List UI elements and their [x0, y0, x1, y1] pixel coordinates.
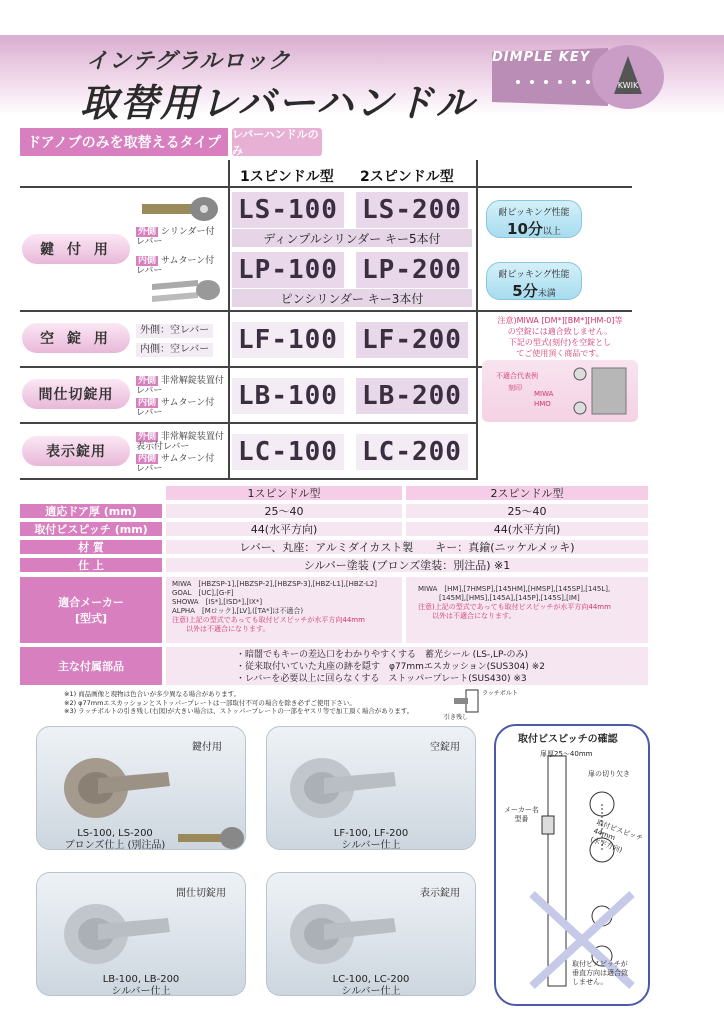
diagram-label: 不適合代表例	[496, 372, 538, 380]
outer-side-label: 外側 非常解錠装置付 レバー	[136, 376, 224, 396]
table-divider	[20, 478, 478, 480]
svg-text:KWIK: KWIK	[617, 81, 639, 90]
pin-cylinder-spec: ピンシリンダー キー3本付	[232, 289, 472, 307]
table-vertical-line	[228, 160, 230, 480]
inner-side-label: 内側 サムターン付 レバー	[136, 398, 215, 418]
table-divider	[20, 422, 478, 424]
spec-label-accessories: 主な付属部品	[20, 647, 162, 685]
photo-caption: LF-100, LF-200 シルバー仕上	[333, 828, 409, 851]
model-ls-200: LS-200	[356, 192, 468, 228]
model-lf-200: LF-200	[356, 322, 468, 358]
outer-side-label: 外側 非常解錠装置付 表示付レバー	[136, 432, 224, 452]
model-ls-100: LS-100	[232, 192, 344, 228]
lock-plate-icon	[566, 362, 636, 420]
key-icon	[176, 824, 246, 854]
footnotes: ※1) 商品画像と現物は色合いが多少異なる場合があります。 ※2) φ77mmエスカッションとストッパープレートは一部取付不可の場合を除き必ずご使用下さい。 ※3) ラッチボルトの引き残し(右図)が大きい場合は、ストッパープレートの一部をヤスリ等で加工頂く場合があります。	[64, 690, 414, 715]
accessories-list: ・暗闇でもキーの差込口をわかりやすくする 蓄光シール (LS-,LP-のみ) ・従来取付いていた丸座の跡を隠す φ77mmエスカッション(SUS304) ※2 ・レバーを必要以上に回らなくする ストッパープレート(SUS430) ※3	[166, 647, 648, 685]
pin-key-icon	[148, 276, 228, 306]
outer-side-label: 外側：空レバー	[136, 324, 213, 338]
table-divider	[20, 186, 632, 188]
latch-label: 引き残し	[444, 714, 469, 721]
spec-value-material: レバー、丸座：アルミダイカスト製 キー：真鍮(ニッケルメッキ)	[166, 540, 648, 554]
picking-badge-10min: 耐ピッキング性能 10分以上	[486, 200, 582, 238]
spec-label-finish: 仕 上	[20, 558, 162, 572]
photo-title: 空錠用	[430, 742, 460, 753]
type-tab-main: ドアノブのみを取替えるタイプ	[20, 128, 228, 156]
photo-title: 間仕切錠用	[176, 888, 226, 899]
category-key-lock: 鍵 付 用	[22, 234, 130, 264]
latch-label: ラッチボルト	[482, 690, 518, 697]
spec-head-1-spindle: 1スピンドル型	[166, 486, 402, 500]
header-subtitle: インテグラルロック	[86, 49, 292, 74]
inner-side-label: 内側 サムターン付 レバー	[136, 454, 215, 474]
table-vertical-line	[476, 160, 478, 480]
compatibility-note: 注意)MIWA [DM*][BM*][HM-0]等 の空錠には適合致しません。 下記の型式(刻付)を空錠とし てご使用頂く商品です。	[497, 316, 623, 358]
header-title: 取替用レバーハンドル	[80, 81, 476, 125]
spec-head-2-spindle: 2スピンドル型	[406, 486, 648, 500]
door-edge-diagram	[502, 746, 642, 996]
outer-side-label: 外側 シリンダー付 レバー	[136, 227, 215, 247]
inner-side-label: 内側 サムターン付 レバー	[136, 256, 215, 276]
photo-caption: LB-100, LB-200 シルバー仕上	[102, 974, 180, 997]
model-lc-200: LC-200	[356, 434, 468, 470]
photo-caption: LC-100, LC-200 シルバー仕上	[332, 974, 410, 997]
spec-value: 44(水平方向)	[406, 522, 648, 536]
lever-handle-icon	[58, 744, 178, 824]
maker-list-1-spindle: MIWA [HBZSP-1],[HBZSP-2],[HBZSP-3],[HBZ-L1],[HBZ-L2] GOAL [UC],[G-F] SHOWA [IS*],[ISD*],[IX*] ALPHA [Mロック],[LV],([TA*]は不適合) 注意)上記の型式であっても取付ビスピッチが水平方向44mm 以外は不適合になります。	[166, 577, 402, 643]
maker-list-2-spindle: MIWA [HM],[7HMSP],[145HM],[HMSP],[145SP],[145L], [145M],[HMS],[145A],[145P],[145S],[IM] 注意)上記の型式であっても取付ビスピッチが水平方向44mm 以外は不適合になります。	[406, 577, 648, 643]
pitch-label: 取付ビスピッチ 44mm (水平方向)	[589, 818, 644, 855]
cutout-label: 扉の切り欠き	[588, 770, 630, 778]
maker-model-label: メーカー名 型番	[504, 806, 539, 823]
spec-label-door-thickness: 適応ドア厚 (mm)	[20, 504, 162, 518]
photo-title: 鍵付用	[192, 742, 222, 753]
model-lb-100: LB-100	[232, 378, 344, 414]
picking-badge-5min: 耐ピッキング性能 5分未満	[486, 262, 582, 300]
lever-handle-icon	[284, 890, 404, 970]
spec-label-material: 材 質	[20, 540, 162, 554]
category-privacy: 間仕切錠用	[22, 379, 130, 409]
diagram-label: HMO	[534, 400, 551, 408]
spec-value: 25～40	[166, 504, 402, 518]
type-tab-sub: レバーハンドルのみ	[232, 128, 322, 156]
model-lf-100: LF-100	[232, 322, 344, 358]
dimple-key-icon	[140, 194, 220, 224]
model-lb-200: LB-200	[356, 378, 468, 414]
lever-handle-icon	[58, 890, 178, 970]
photo-caption: LS-100, LS-200 ブロンズ仕上 (別注品)	[64, 828, 166, 851]
spec-value-finish: シルバー塗装 (ブロンズ塗装：別注品) ※1	[166, 558, 648, 572]
vertical-pitch-note: 取付ビスピッチが 垂直方向は適合致 しません。	[572, 960, 628, 986]
spec-label-screw-pitch: 取付ビスピッチ (mm)	[20, 522, 162, 536]
dimple-cylinder-spec: ディンプルシリンダー キー5本付	[232, 229, 472, 247]
diagram-label: 刻印	[508, 384, 522, 392]
spec-value: 25～40	[406, 504, 648, 518]
category-passage: 空 錠 用	[22, 323, 130, 353]
category-indicator: 表示錠用	[22, 436, 130, 466]
column-1-spindle: 1スピンドル型	[240, 169, 334, 185]
model-lp-100: LP-100	[232, 252, 344, 288]
diagram-label: MIWA	[534, 390, 554, 398]
model-lc-100: LC-100	[232, 434, 344, 470]
table-divider	[20, 310, 632, 312]
inner-side-label: 内側：空レバー	[136, 343, 213, 357]
photo-title: 表示錠用	[420, 888, 460, 899]
model-lp-200: LP-200	[356, 252, 468, 288]
check-title: 取付ビスピッチの確認	[518, 734, 618, 745]
door-thickness-label: 扉厚25～40mm	[540, 750, 593, 758]
spec-value: 44(水平方向)	[166, 522, 402, 536]
logo-text: DIMPLE KEY	[492, 50, 591, 65]
column-2-spindle: 2スピンドル型	[360, 169, 454, 185]
spec-label-maker: 適合メーカー [型式]	[20, 577, 162, 643]
lever-handle-icon	[284, 744, 404, 824]
